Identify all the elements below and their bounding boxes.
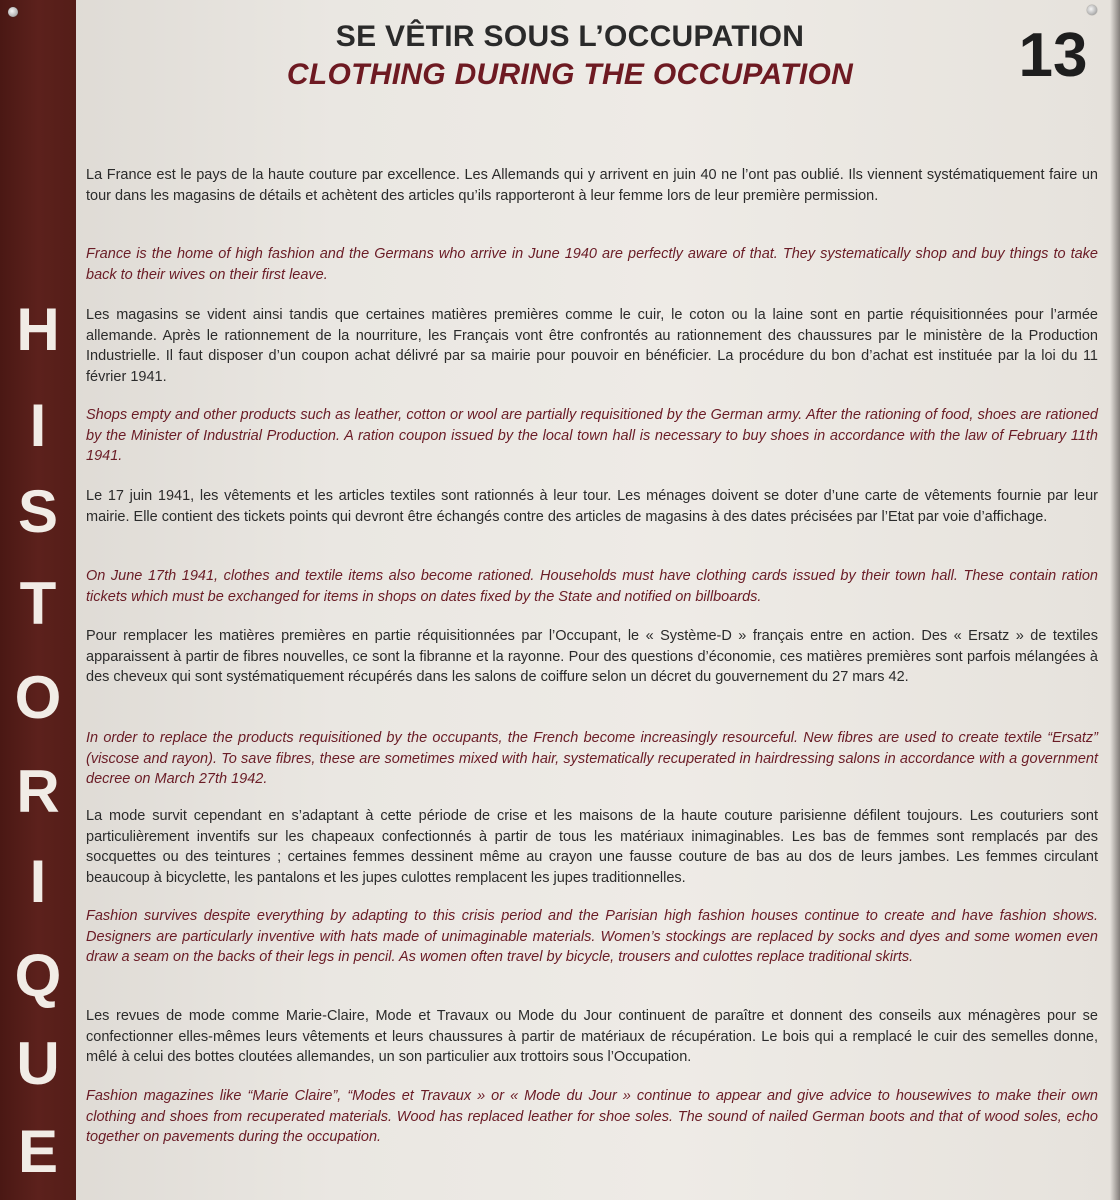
title-english: CLOTHING DURING THE OCCUPATION	[286, 58, 854, 91]
paragraph-french: Pour remplacer les matières premières en partie réquisitionnées par l’Occupant, le « Système-D » français entre en action. Des « Ersatz » de textiles apparaissent à partir de fibres nouvelles, ce sont la fibranne et la rayonne. Pour des questions d’économie, ces matières premières sont parfois mélangées à des cheveux qui sont systématiquement récupérés dans les salons de coiffure selon un décret du gouvernement du 27 mars 42.	[86, 628, 1098, 685]
panel-number: 13	[1018, 21, 1088, 90]
vertical-title-letter: O	[14, 664, 62, 731]
paragraph-english: In order to replace the products requisitioned by the occupants, the French become increasingly resourceful. New fibres are used to create textile “Ersatz” (viscose and rayon). To save fibres, these are sometimes mixed with hair, systematically recuperated in hairdressing salons in accordance with a government decree on March 27th 1942.	[86, 730, 1098, 787]
vertical-title-letter: I	[29, 392, 47, 459]
title-french: SE VÊTIR SOUS L’OCCUPATION	[335, 20, 805, 53]
vertical-title-letter: S	[17, 478, 59, 545]
paragraph-french: Les revues de mode comme Marie-Claire, Mode et Travaux ou Mode du Jour continuent de paraître et donnent des conseils aux ménagères pour se confectionner elles-mêmes leurs vêtements et leurs chaussures à partir de matériaux de récupération. Le bois qui a remplacé le cuir des semelles donne, mêlé à celui des bottes cloutées allemandes, un son particulier aux trottoirs sous l’Occupation.	[86, 1008, 1098, 1065]
vertical-title-letter: I	[29, 848, 47, 915]
paragraph-french: Les magasins se vident ainsi tandis que certaines matières premières comme le cuir, le coton ou la laine sont en partie réquisitionnées pour l’armée allemande. Après le rationnement de la nourriture, les Français vont être confrontés au rationnement des chaussures par le ministère de la Production Industrielle. Il faut disposer d’un coupon achat délivré par sa mairie pour pouvoir en bénéficier. La procédure du bon d’achat est instituée par la loi du 11 février 1941.	[86, 307, 1098, 385]
vertical-title-letter: E	[17, 1118, 59, 1185]
paragraph-french: La France est le pays de la haute couture par excellence. Les Allemands qui y arrivent en juin 40 ne l’ont pas oublié. Ils viennent systématiquement faire un tour dans les magasins de détails et achètent des articles qu’ils rapporteront à leur femme lors de leur première permission.	[86, 167, 1098, 204]
vertical-title-band	[0, 0, 76, 1200]
paragraph-french: Le 17 juin 1941, les vêtements et les articles textiles sont rationnés à leur tour. Les ménages doivent se doter d’une carte de vêtements fournie par leur mairie. Elle contient des tickets points qui devront être échangés contre des articles de magasins à des dates précisées par l’Etat par voie d’affichage.	[86, 488, 1098, 525]
paragraph-english: Fashion magazines like “Marie Claire”, “Modes et Travaux » or « Mode du Jour » continue to appear and give advice to housewives to make their own clothing and shoes from recuperated materials. Wood has replaced leather for shoe soles. The sound of nailed German boots and that of wood soles, echo together on pavements during the occupation.	[86, 1088, 1098, 1145]
vertical-title-letter: T	[19, 570, 57, 637]
screw-icon	[1087, 5, 1097, 15]
screw-icon	[8, 7, 18, 17]
paragraph-english: On June 17th 1941, clothes and textile items also become rationed. Households must have clothing cards issued by their town hall. These contain ration tickets which must be exchanged for items in shops on dates fixed by the State and notified on billboards.	[86, 568, 1098, 605]
panel-edge-shadow	[1110, 0, 1120, 1200]
paragraph-english: Shops empty and other products such as leather, cotton or wool are partially requisitioned by the German army. After the rationing of food, shoes are rationed by the Minister of Industrial Production. A ration coupon issued by the local town hall is necessary to buy shoes in accordance with the law of February 11th 1941.	[86, 407, 1098, 464]
paragraph-french: La mode survit cependant en s’adaptant à cette période de crise et les maisons de la haute couture parisienne défilent toujours. Les couturiers sont particulièrement inventifs sur les chapeaux confectionnés à partir de tous les matériaux inimaginables. Les bas de femmes sont remplacés par des socquettes ou des teintures ; certaines femmes dessinent même au crayon une fausse couture de bas au dos de leurs jambes. Les femmes circulant beaucoup à bicyclette, les pantalons et les jupes culottes remplacent les jupes traditionnelles.	[86, 808, 1098, 886]
vertical-title-letter: U	[16, 1030, 60, 1097]
vertical-title-letter: Q	[14, 942, 62, 1009]
vertical-title-letter: H	[16, 296, 60, 363]
vertical-title-letter: R	[16, 758, 60, 825]
paragraph-english: Fashion survives despite everything by adapting to this crisis period and the Parisian high fashion houses continue to create and have fashion shows. Designers are particularly inventive with hats made of unimaginable materials. Women’s stockings are replaced by socks and dyes and some women even draw a seam on the backs of their legs in pencil. As women often travel by bicycle, trousers and culottes replace traditional skirts.	[86, 908, 1098, 965]
paragraph-english: France is the home of high fashion and the Germans who arrive in June 1940 are perfectly aware of that. They systematically shop and buy things to take back to their wives on their first leave.	[86, 246, 1098, 283]
